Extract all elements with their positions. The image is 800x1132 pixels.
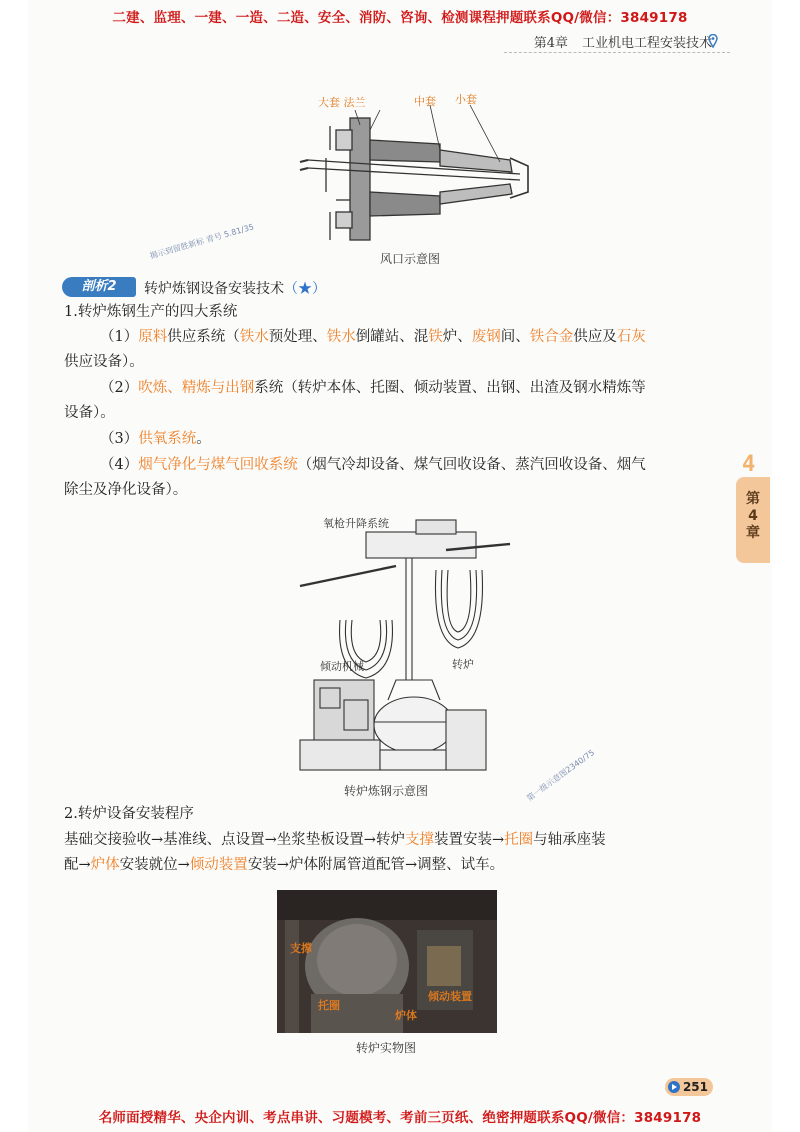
label-big-sleeve-flange: 大套 法兰: [318, 96, 366, 109]
section-badge: 剖析2: [62, 277, 136, 297]
procedure-line-2: [64, 853, 714, 878]
text: （3）: [100, 431, 139, 447]
chapter-tab-char-1: 第: [746, 491, 760, 507]
star-marker: （★）: [284, 281, 326, 297]
text: 供应系统（: [167, 329, 240, 345]
watermark-2: 第一级示意图2340/75: [525, 747, 597, 804]
label-oxygen-lance-system: 氧枪升降系统: [323, 517, 389, 530]
text: （1）: [100, 329, 139, 345]
chapter-tab-char-2: 4: [748, 508, 758, 524]
item-1: [64, 325, 714, 350]
photo-art: [277, 890, 497, 1033]
label-converter: 转炉: [452, 658, 474, 671]
section-title: [144, 278, 326, 298]
highlight: 铁水: [239, 329, 269, 345]
header-chapter: 第4章: [533, 36, 568, 51]
highlight: 托圈: [504, 832, 534, 848]
highlight: 供氧系统: [138, 431, 197, 447]
item-1-cont: 供应设备）。: [64, 354, 144, 370]
figure2-caption: 转炉炼钢示意图: [344, 784, 429, 798]
header-rule: [504, 52, 730, 53]
section-title-text: 转炉炼钢设备安装技术: [144, 281, 284, 297]
page-number: 251: [682, 1080, 708, 1094]
label-tilting-machinery: 倾动机械: [320, 660, 364, 673]
page-number-badge: [665, 1078, 713, 1096]
label-support: 支撑: [290, 942, 312, 955]
promo-banner-bottom: 名师面授精华、央企内训、考点串讲、习题模考、考前三页纸、绝密押题联系QQ/微信：3849178: [98, 1110, 702, 1126]
subheading-2: 2.转炉设备安装程序: [64, 806, 194, 822]
highlight: 炉体: [90, 857, 120, 873]
chapter-tab-char-3: 章: [746, 525, 760, 541]
text: 间、: [500, 329, 530, 345]
text: 供应及: [573, 329, 617, 345]
label-trunnion-ring: 托圈: [318, 999, 340, 1012]
highlight: 原料: [138, 329, 168, 345]
text: 预处理、: [268, 329, 327, 345]
text: （4）: [100, 457, 139, 473]
highlight: 废钢: [471, 329, 501, 345]
text: （2）: [100, 380, 139, 396]
text: 与轴承座装: [533, 832, 606, 848]
item-4-cont: 除尘及净化设备）。: [64, 482, 188, 498]
highlight: 支撑: [404, 832, 434, 848]
highlight: 铁合金: [529, 329, 574, 345]
text: 装置安装→: [433, 832, 505, 848]
location-pin-icon: [708, 34, 718, 48]
label-tilting-device: 倾动装置: [428, 990, 472, 1003]
label-small-sleeve: 小套: [455, 93, 477, 106]
converter-steelmaking-diagram: [296, 510, 516, 775]
figure1-caption: 风口示意图: [380, 252, 441, 266]
label-furnace-body: 炉体: [395, 1009, 417, 1022]
text: 配→: [64, 857, 91, 873]
text: 安装→炉体附属管道配管→调整、试车。: [247, 857, 505, 873]
highlight: 烟气净化与煤气回收系统: [138, 457, 298, 473]
item-2: [64, 376, 714, 401]
highlight: 石灰: [616, 329, 646, 345]
chapter-number-outline: 4: [742, 452, 756, 477]
tuyere-diagram: [290, 100, 550, 250]
item-2-cont: 设备）。: [64, 405, 115, 421]
item-4: [64, 453, 714, 478]
subheading-1: 1.转炉炼钢生产的四大系统: [64, 304, 238, 320]
header-title: 工业机电工程安装技术: [581, 36, 712, 51]
text: 炉、: [442, 329, 472, 345]
highlight: 倾动装置: [189, 857, 248, 873]
text: 系统（转炉本体、托圈、倾动装置、出钢、出渣及钢水精炼等: [254, 380, 646, 396]
highlight: 铁: [428, 329, 443, 345]
procedure-line-1: [64, 828, 714, 853]
watermark-1: 揭示到留胜新标 青号 5.81/35: [148, 222, 255, 261]
text: 安装就位→: [119, 857, 190, 873]
promo-banner-top: 二建、监理、一建、一造、二造、安全、消防、咨询、检测课程押题联系QQ/微信：3849178: [112, 10, 688, 26]
chapter-side-tab[interactable]: [736, 477, 770, 563]
text: （烟气冷却设备、煤气回收设备、蒸汽回收设备、烟气: [297, 457, 646, 473]
highlight: 铁水: [326, 329, 356, 345]
play-icon: [668, 1081, 680, 1093]
label-middle-sleeve: 中套: [414, 95, 436, 108]
highlight: 吹炼、精炼与出钢: [138, 380, 255, 396]
converter-photo: [277, 890, 497, 1033]
text: 。: [196, 431, 211, 447]
text: 基础交接验收→基准线、点设置→坐浆垫板设置→转炉: [64, 832, 405, 848]
running-header: [534, 32, 712, 51]
item-3: [64, 427, 714, 452]
figure3-caption: 转炉实物图: [356, 1041, 417, 1055]
text: 倒罐站、混: [355, 329, 429, 345]
